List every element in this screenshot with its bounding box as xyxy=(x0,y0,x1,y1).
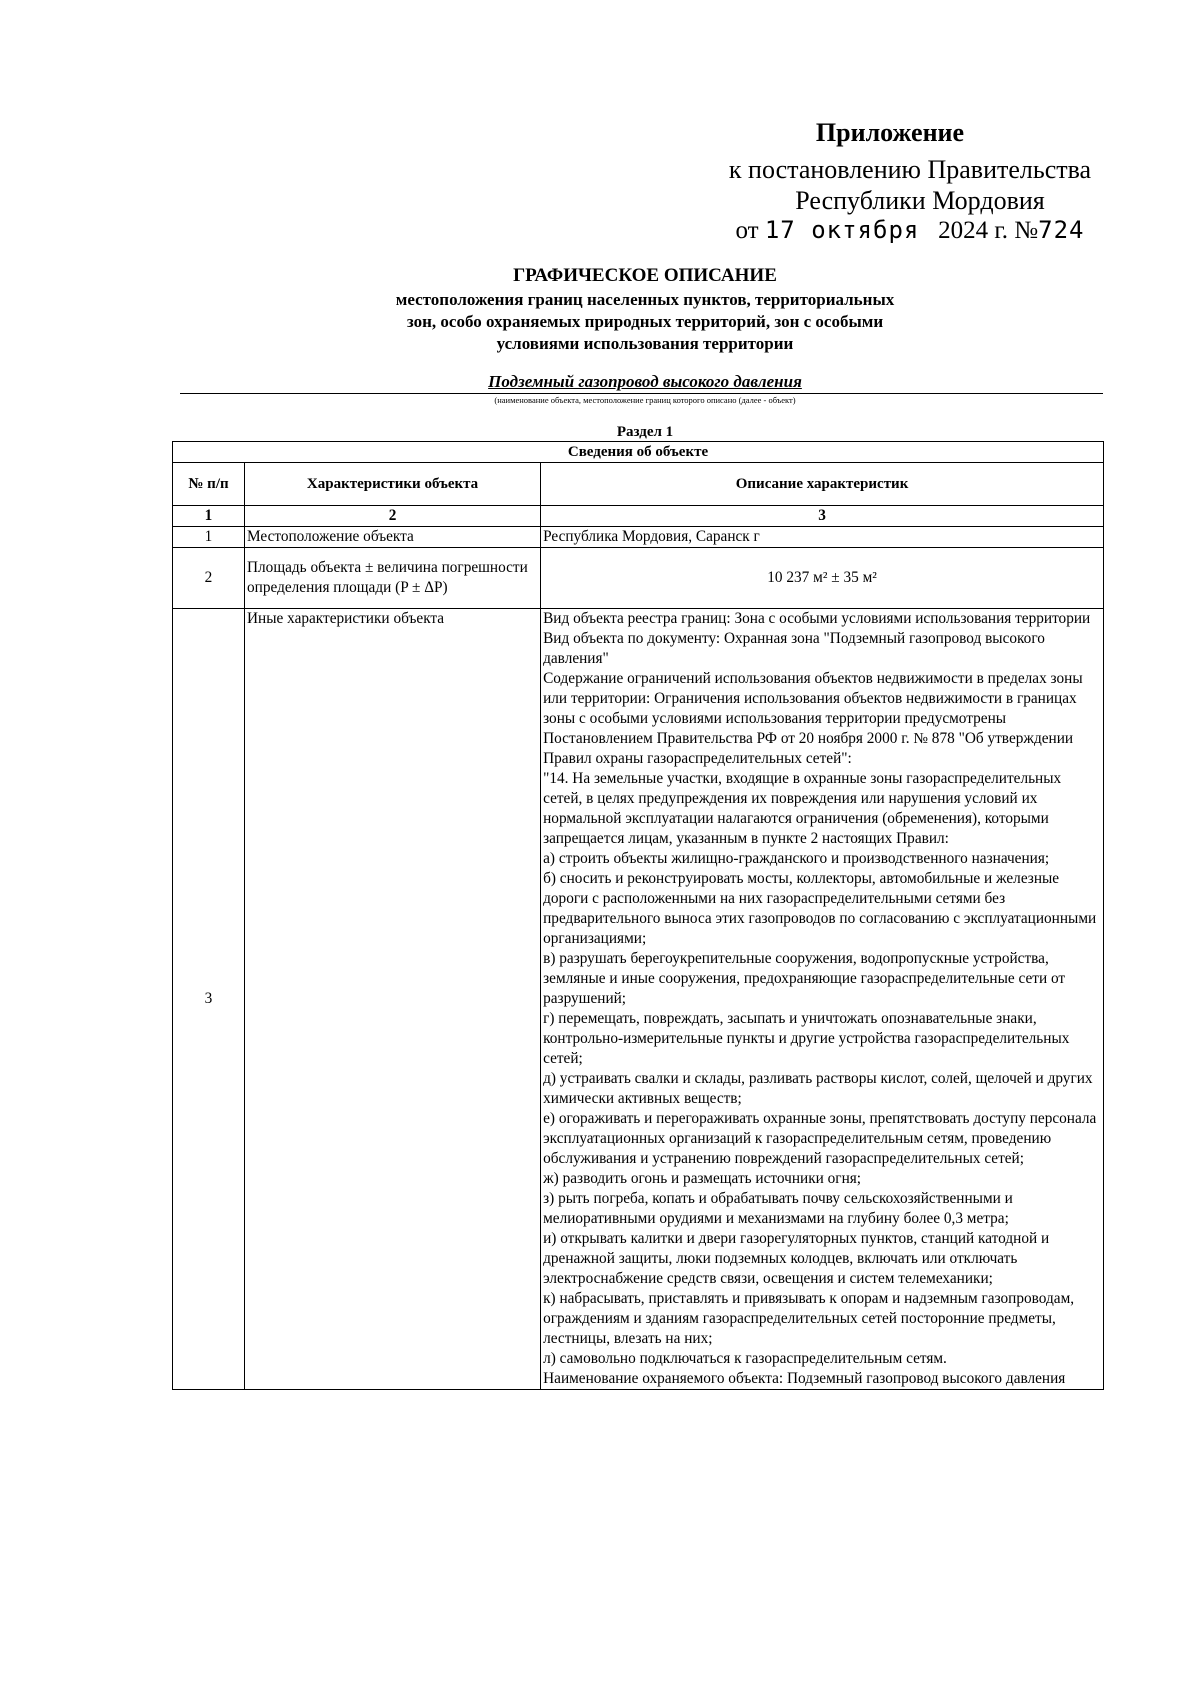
row-number: 2 xyxy=(173,548,245,609)
appendix-number: 724 xyxy=(1038,216,1085,244)
document-title: ГРАФИЧЕСКОЕ ОПИСАНИЕ xyxy=(513,265,777,286)
row-description: Республика Мордовия, Саранск г xyxy=(541,527,1104,548)
appendix-date-prefix: от xyxy=(735,217,759,244)
description-paragraph: д) устраивать свалки и склады, разливать растворы кислот, солей, щелочей и других химически активных веществ; xyxy=(543,1070,1093,1107)
column-index: 2 xyxy=(245,506,541,527)
table-title: Сведения об объекте xyxy=(173,442,1104,463)
description-paragraph: а) строить объекты жилищно-гражданского и производственного назначения; xyxy=(543,850,1050,867)
description-paragraph: и) открывать калитки и двери газорегуляторных пунктов, станций катодной и дренажной защиты, люки подземных колодцев, включать или отключать электроснабжение средств связи, освещения и систем телемеханики; xyxy=(543,1230,1050,1287)
row-description: 10 237 м² ± 35 м² xyxy=(541,548,1104,609)
column-header-number: № п/п xyxy=(173,463,245,506)
appendix-line-2: Республики Мордовия xyxy=(795,186,1045,215)
column-header-characteristic: Характеристики объекта xyxy=(245,463,541,506)
column-index: 3 xyxy=(541,506,1104,527)
description-paragraph: б) сносить и реконструировать мосты, коллекторы, автомобильные и железные дороги с расположенными на них газораспределительными сетями без предварительного выноса этих газопроводов по согласованию с эксплуатационными организациями; xyxy=(543,870,1097,947)
description-paragraph: к) набрасывать, приставлять и привязывать к опорам и надземным газопроводам, ограждениям и зданиям газораспределительных сетей посторонние предметы, лестницы, влезать на них; xyxy=(543,1290,1075,1347)
row-characteristic: Площадь объекта ± величина погрешности определения площади (P ± ΔP) xyxy=(245,548,541,609)
table-row xyxy=(173,548,1104,609)
document-subtitle xyxy=(260,289,1030,355)
subtitle-line: зон, особо охраняемых природных территорий, зон с особыми xyxy=(406,312,884,331)
table-row xyxy=(173,527,1104,548)
section-label: Раздел 1 xyxy=(616,424,674,440)
row-characteristic: Иные характеристики объекта xyxy=(245,609,541,1390)
table-row xyxy=(173,609,1104,1390)
object-underline xyxy=(180,393,1103,394)
description-paragraph: Содержание ограничений использования объектов недвижимости в пределах зоны или территории: Ограничения использования объектов недвижимости в границах зоны с особыми условиями использования территории предусмотрены Постановлением Правительства РФ от 20 ноября 2000 г. № 878 "Об утверждении Правил охраны газораспределительных сетей": xyxy=(543,670,1083,767)
description-paragraph: г) перемещать, повреждать, засыпать и уничтожать опознавательные знаки, контрольно-измерительные пункты и другие устройства газораспределительных сетей; xyxy=(543,1010,1070,1067)
description-paragraph: ж) разводить огонь и размещать источники огня; xyxy=(543,1170,862,1187)
appendix-date-number xyxy=(700,216,1120,245)
table-title-row xyxy=(173,442,1104,463)
column-index-row xyxy=(173,506,1104,527)
appendix-year: 2024 г. № xyxy=(938,217,1039,244)
subtitle-line: местоположения границ населенных пунктов, территориальных xyxy=(395,290,895,309)
column-index: 1 xyxy=(173,506,245,527)
description-paragraph: Вид объекта по документу: Охранная зона "Подземный газопровод высокого давления" xyxy=(543,630,1045,667)
description-paragraph: л) самовольно подключаться к газораспределительным сетям. xyxy=(543,1350,947,1367)
appendix-title: Приложение xyxy=(815,118,965,147)
description-paragraph: Вид объекта реестра границ: Зона с особыми условиями использования территории xyxy=(543,610,1091,627)
description-paragraph: "14. На земельные участки, входящие в охранные зоны газораспределительных сетей, в целях предупреждения их повреждения или нарушения условий их нормальной эксплуатации налагаются ограничения (обременения), которыми запрещается лицам, указанным в пункте 2 настоящих Правил: xyxy=(543,770,1062,847)
description-paragraph: е) огораживать и перегораживать охранные зоны, препятствовать доступу персонала эксплуатационных организаций к газораспределительным сетям, проведению обслуживания и устранению повреждений газораспределительных сетей; xyxy=(543,1110,1097,1167)
subtitle-line: условиями использования территории xyxy=(496,334,794,353)
description-paragraph: в) разрушать берегоукрепительные сооружения, водопропускные устройства, земляные и иные сооружения, предохраняющие газораспределительные сети от разрушений; xyxy=(543,950,1066,1007)
description-paragraph: з) рыть погреба, копать и обрабатывать почву сельскохозяйственными и мелиоративными орудиями и механизмами на глубину более 0,3 метра; xyxy=(543,1190,1013,1227)
row-description xyxy=(541,609,1104,1390)
object-info-table xyxy=(172,441,1104,1390)
row-number: 3 xyxy=(173,609,245,1390)
object-name: Подземный газопровод высокого давления xyxy=(488,372,802,391)
description-paragraph: Наименование охраняемого объекта: Подземный газопровод высокого давления xyxy=(543,1370,1066,1387)
column-header-description: Описание характеристик xyxy=(541,463,1104,506)
appendix-date: 17 октября xyxy=(764,216,920,244)
row-number: 1 xyxy=(173,527,245,548)
table-header-row xyxy=(173,463,1104,506)
appendix-line-1: к постановлению Правительства xyxy=(728,155,1092,184)
row-characteristic: Местоположение объекта xyxy=(245,527,541,548)
object-caption: (наименование объекта, местоположение границ которого описано (далее - объект) xyxy=(494,395,796,405)
